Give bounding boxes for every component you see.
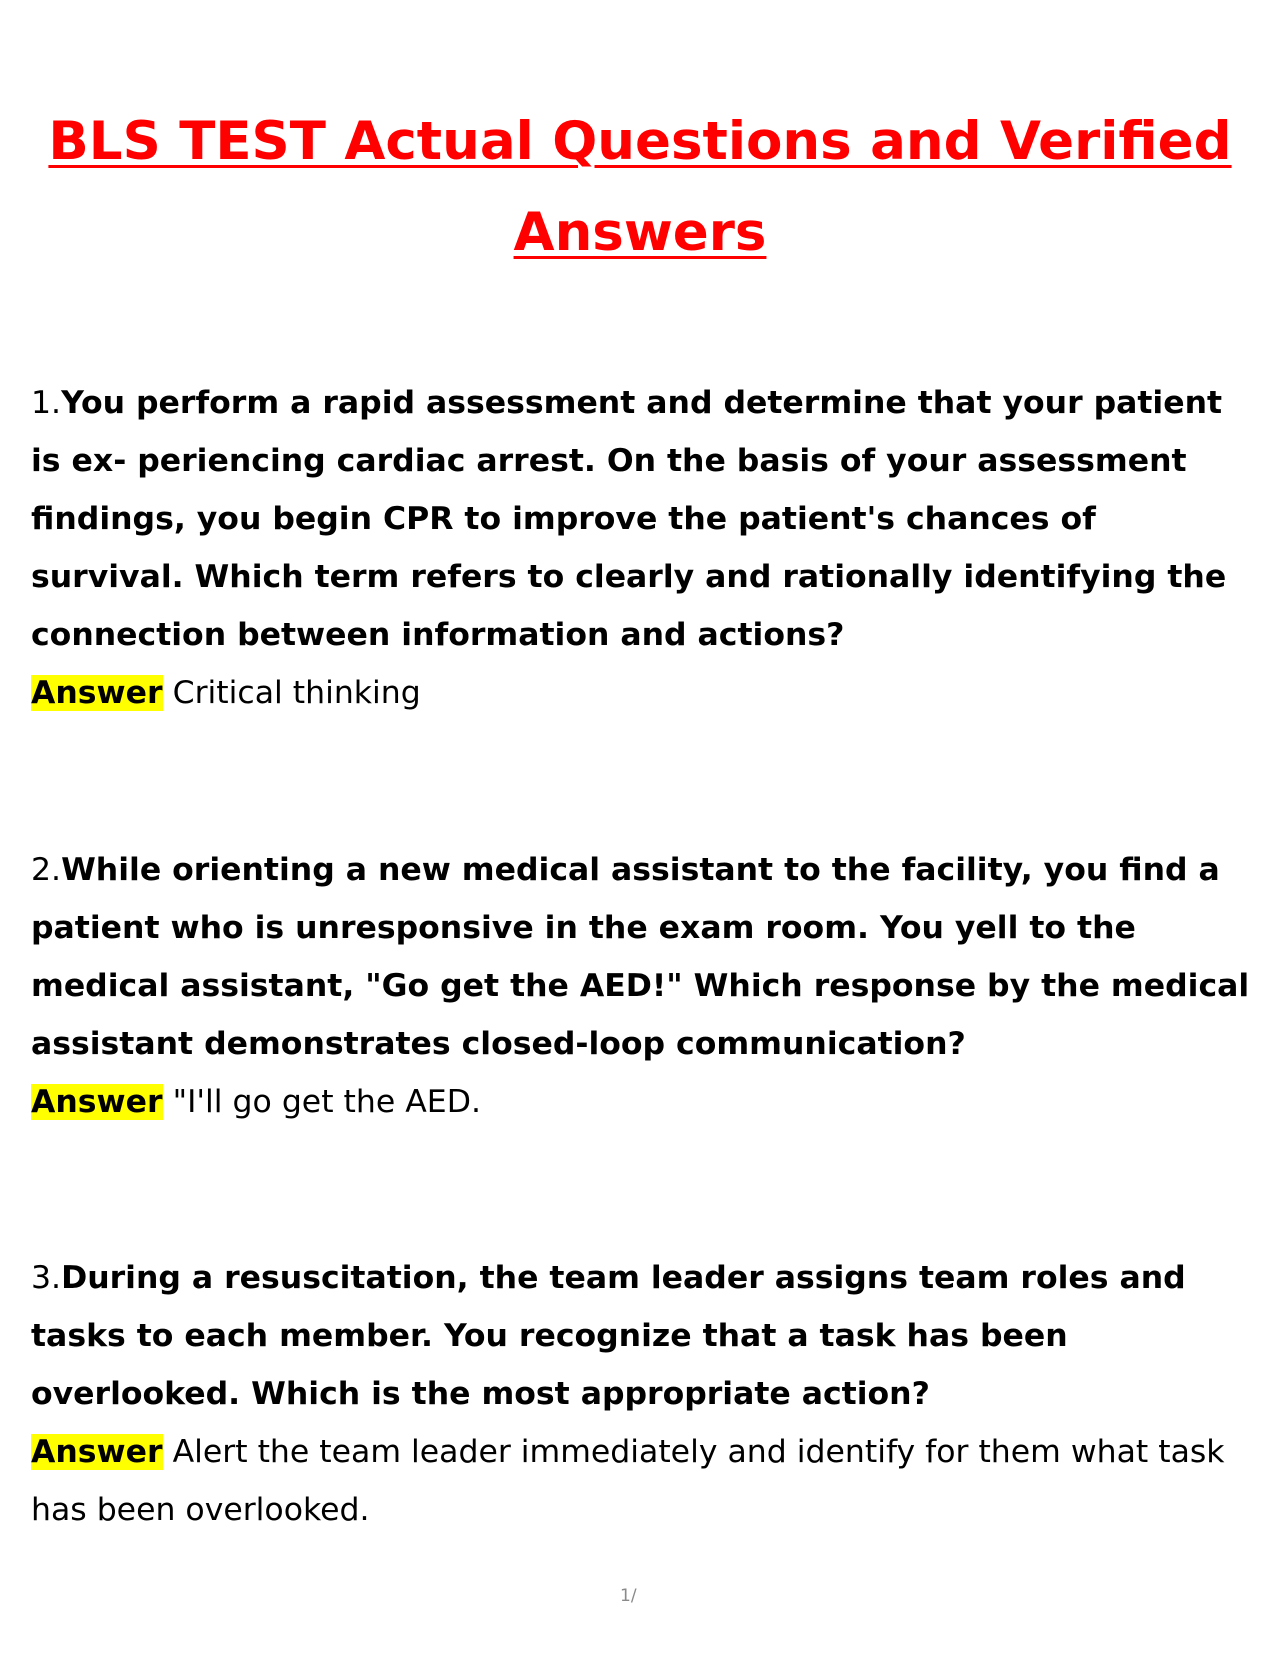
question-text: You perform a rapid assessment and determine that your patient is ex- periencing cardiac arrest. On the basis of your assessment findings, you begin CPR to improve the patient's chances of survival. Which term refers to clearly and rationally identifying the connection between information and actions?: [31, 385, 1227, 653]
answer-text: Critical thinking: [172, 675, 421, 711]
question-text: While orienting a new medical assistant to the facility, you find a patient who is unresponsive in the exam room. You yell to the medical assistant, "Go get the AED!" Which response by the medical assistant demonstrates closed-loop communication?: [31, 852, 1250, 1062]
answer-label: Answer: [31, 1434, 163, 1470]
question-number: 1.: [31, 385, 62, 421]
answer-text: "I'll go get the AED.: [172, 1084, 481, 1120]
question-number: 2.: [31, 852, 62, 888]
question-block-3: [31, 1249, 1256, 1539]
answer-label: Answer: [31, 675, 163, 711]
question-block-1: [31, 374, 1256, 722]
document-title: BLS TEST Actual Questions and Verified Answers: [48, 111, 1232, 263]
page-number: 1/: [620, 1586, 637, 1606]
answer-label: Answer: [31, 1084, 163, 1120]
question-number: 3.: [31, 1260, 62, 1296]
question-block-2: [31, 841, 1256, 1131]
question-text: During a resuscitation, the team leader assigns team roles and tasks to each member. You recognize that a task has been overlooked. Which is the most appropriate action?: [31, 1260, 1186, 1412]
answer-text: Alert the team leader immediately and identify for them what task has been overlooked.: [31, 1434, 1225, 1528]
